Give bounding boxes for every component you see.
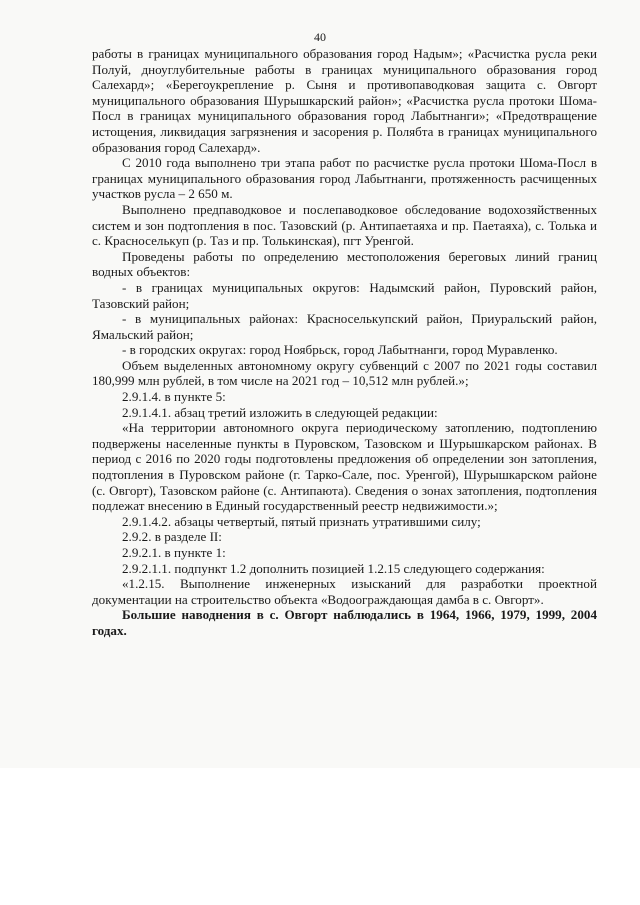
paragraph: Выполнено предпаводковое и послепаводковое обследование водохозяйственных систем и зон подтопления в пос. Тазовский (р. Антипаетаяха и пр. Паетаяха), с. Толька и с. Красноселькуп (р. Таз и пр. Толькинская), пгт Уренгой. xyxy=(92,201,597,249)
paragraph: 2.9.2. в разделе II: xyxy=(122,529,222,545)
blank-area xyxy=(0,768,640,905)
page-number: 40 xyxy=(314,30,326,44)
list-item: - в городских округах: город Ноябрьск, город Лабытнанги, город Муравленко. xyxy=(122,342,558,358)
paragraph: работы в границах муниципального образования город Надым»; «Расчистка русла реки Полуй, дноуглубительные работы в границах муниципального образования город Салехард»; «Берегоукрепление р. Сыня и противопаводковая защита с. Овгорт муниципального образования Шурышкарский район»; «Расчистка русла протоки Шома-Посл в границах муниципального образования город Лабытнанги»; «Предотвращение истощения, ликвидация загрязнения и засорения р. Полябта в границах муниципального образования город Салехард». xyxy=(92,46,597,155)
paragraph: «На территории автономного округа периодическому затоплению, подтоплению подвержены населенные пункты в Пуровском, Тазовском и Шурышкарском районах. В период с 2016 по 2020 годы подготовлены предложения об определении зон затопления, подтопления в Пуровском районе (г. Тарко-Сале, пос. Уренгой), Шурышкарском районе (с. Овгорт), Тазовском районе (с. Антипаюта). Сведения о зонах затопления, подтопления подлежат внесению в Единый государственный реестр недвижимости.»; xyxy=(92,420,597,514)
paragraph: Объем выделенных автономному округу субвенций с 2007 по 2021 годы составил 180,999 млн рублей, в том числе на 2021 год – 10,512 млн рублей.»; xyxy=(92,357,597,389)
list-item: - в муниципальных районах: Красноселькупский район, Приуральский район, Ямальский район; xyxy=(92,311,597,342)
paragraph: 2.9.1.4. в пункте 5: xyxy=(122,389,226,405)
paragraph: 2.9.1.4.2. абзацы четвертый, пятый признать утратившими силу; xyxy=(122,513,481,529)
paragraph: 2.9.2.1.1. подпункт 1.2 дополнить позицией 1.2.15 следующего содержания: xyxy=(122,560,545,576)
list-item: - в границах муниципальных округов: Надымский район, Пуровский район, Тазовский район; xyxy=(92,279,597,311)
paragraph: 2.9.1.4.1. абзац третий изложить в следующей редакции: xyxy=(122,404,438,420)
paragraph: Проведены работы по определению местоположения береговых линий границ водных объектов: xyxy=(92,248,597,280)
paragraph: С 2010 года выполнено три этапа работ по расчистке русла протоки Шома-Посл в границах муниципального образования город Лабытнанги, протяженность расчищенных участков русла – 2 650 м. xyxy=(92,155,597,202)
document-body xyxy=(92,46,597,639)
paragraph: «1.2.15. Выполнение инженерных изысканий для разработки проектной документации на строительство объекта «Водоограждающая дамба в с. Овгорт». xyxy=(92,576,597,607)
paragraph: Большие наводнения в с. Овгорт наблюдались в 1964, 1966, 1979, 1999, 2004 годах. xyxy=(92,607,597,638)
paragraph: 2.9.2.1. в пункте 1: xyxy=(122,545,226,560)
